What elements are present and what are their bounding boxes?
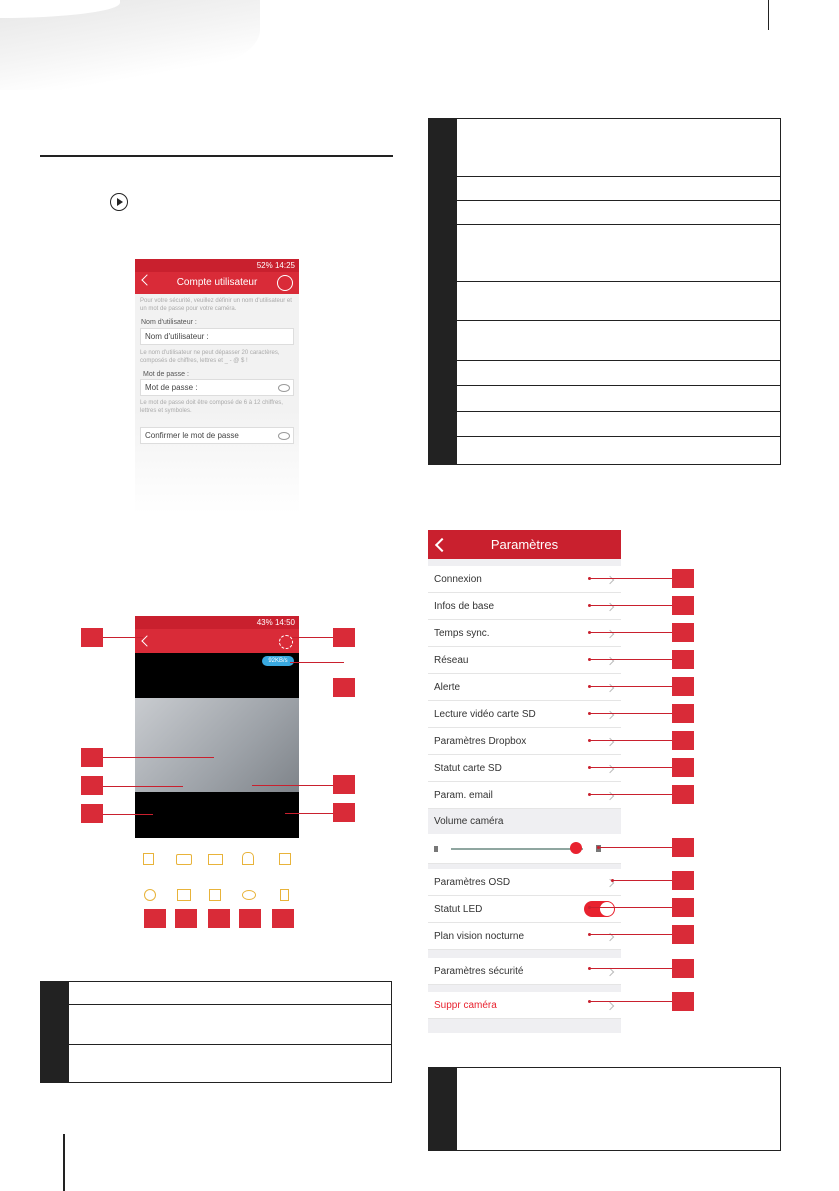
ir-icon[interactable] — [242, 890, 256, 900]
legend-table — [428, 1067, 781, 1151]
settings-title: Paramètres — [428, 530, 621, 559]
volume-low-icon — [434, 846, 438, 852]
quality-icon[interactable] — [279, 853, 291, 865]
eye-icon[interactable] — [278, 432, 290, 440]
margin-rule — [63, 1134, 65, 1191]
video-bottom — [135, 792, 299, 838]
callout-marker — [333, 775, 355, 794]
speaker-icon[interactable] — [143, 853, 154, 865]
callout-line — [589, 1001, 672, 1002]
callout-marker — [81, 748, 103, 767]
settings-item-dropbox[interactable]: Paramètres Dropbox — [428, 728, 621, 755]
username-hint: Le nom d'utilisateur ne peut dépasser 20 caractères, composés de chiffres, lettres et _ - @ $ ! — [140, 350, 280, 364]
volume-slider-knob[interactable] — [570, 842, 582, 854]
callout-marker — [208, 909, 230, 928]
legend-table — [40, 981, 392, 1083]
section-rule — [40, 155, 393, 157]
callout-marker — [672, 758, 694, 777]
callout-marker — [175, 909, 197, 928]
settings-item-sd-playback[interactable]: Lecture vidéo carte SD — [428, 701, 621, 728]
callout-marker — [672, 898, 694, 917]
callout-marker — [672, 785, 694, 804]
account-screen — [135, 259, 299, 514]
callout-marker — [672, 569, 694, 588]
password-field[interactable]: Mot de passe : — [140, 379, 294, 396]
callout-marker — [672, 992, 694, 1011]
username-field[interactable]: Nom d'utilisateur : — [140, 328, 294, 345]
callout-marker — [672, 838, 694, 857]
callout-marker — [81, 628, 103, 647]
preset-icon[interactable] — [280, 889, 289, 901]
bitrate-badge: 92KB/s — [262, 656, 294, 666]
live-app-bar — [135, 629, 299, 653]
video-frame — [135, 698, 299, 792]
settings-item-network[interactable]: Réseau — [428, 647, 621, 674]
volume-header: Volume caméra — [428, 810, 621, 834]
callout-line — [589, 632, 672, 633]
check-icon[interactable] — [277, 275, 293, 291]
crop-mark-right — [768, 0, 769, 30]
settings-item-connexion[interactable]: Connexion — [428, 566, 621, 593]
status-bar: 52% 14:25 — [135, 259, 299, 272]
callout-marker — [672, 871, 694, 890]
callout-line — [290, 662, 344, 663]
callout-line — [252, 785, 333, 786]
callout-line — [589, 794, 672, 795]
mirror-icon[interactable] — [209, 889, 221, 901]
volume-row — [428, 834, 621, 864]
callout-line — [589, 713, 672, 714]
callout-marker — [333, 678, 355, 697]
callout-line — [285, 813, 333, 814]
settings-item-security[interactable]: Paramètres sécurité — [428, 958, 621, 985]
callout-marker — [672, 959, 694, 978]
username-label: Nom d'utilisateur : — [141, 319, 197, 326]
callout-line — [103, 757, 214, 758]
settings-item-osd[interactable]: Paramètres OSD — [428, 869, 621, 896]
password-hint: Le mot de passe doit être composé de 6 à 12 chiffres, lettres et symboles. — [140, 400, 283, 414]
settings-item-time-sync[interactable]: Temps sync. — [428, 620, 621, 647]
callout-line — [589, 578, 672, 579]
record-icon[interactable] — [208, 854, 223, 865]
settings-item-night-vision[interactable]: Plan vision nocturne — [428, 923, 621, 950]
settings-item-infos[interactable]: Infos de base — [428, 593, 621, 620]
callout-line — [589, 767, 672, 768]
callout-marker — [239, 909, 261, 928]
callout-line — [589, 968, 672, 969]
settings-item-email[interactable]: Param. email — [428, 782, 621, 809]
callout-line — [589, 907, 672, 908]
callout-marker — [672, 731, 694, 750]
settings-item-delete[interactable]: Suppr caméra — [428, 992, 621, 1019]
camera-icon[interactable] — [176, 854, 192, 865]
callout-marker — [672, 623, 694, 642]
legend-table — [428, 118, 781, 465]
app-bar-title: Compte utilisateur — [135, 272, 299, 294]
callout-marker — [144, 909, 166, 928]
confirm-password-field[interactable]: Confirmer le mot de passe — [140, 427, 294, 444]
volume-slider[interactable] — [451, 848, 583, 850]
settings-icon[interactable] — [279, 635, 293, 649]
settings-item-sd-status[interactable]: Statut carte SD — [428, 755, 621, 782]
callout-marker — [672, 650, 694, 669]
eye-icon[interactable] — [278, 384, 290, 392]
callout-line — [103, 786, 183, 787]
callout-line — [292, 637, 333, 638]
callout-line — [589, 934, 672, 935]
callout-marker — [272, 909, 294, 928]
led-toggle[interactable] — [584, 901, 615, 917]
live-view-screen — [135, 616, 299, 916]
callout-line — [103, 814, 153, 815]
password-label: Mot de passe : — [143, 371, 189, 378]
intro-text: Pour votre sécurité, veuillez définir un nom d'utilisateur et un mot de passe pour votre caméra. — [140, 298, 292, 312]
callout-line — [103, 637, 143, 638]
flip-icon[interactable] — [177, 889, 191, 901]
light-icon[interactable] — [144, 889, 156, 901]
settings-item-led: Statut LED — [428, 896, 621, 923]
callout-marker — [672, 677, 694, 696]
status-bar: 43% 14:50 — [135, 616, 299, 629]
callout-line — [598, 847, 672, 848]
callout-marker — [672, 925, 694, 944]
callout-line — [589, 686, 672, 687]
callout-marker — [333, 803, 355, 822]
callout-line — [589, 740, 672, 741]
callout-line — [612, 880, 672, 881]
callout-marker — [672, 704, 694, 723]
callout-marker — [81, 804, 103, 823]
callout-line — [589, 659, 672, 660]
callout-marker — [333, 628, 355, 647]
callout-marker — [81, 776, 103, 795]
settings-item-alert[interactable]: Alerte — [428, 674, 621, 701]
play-icon — [110, 193, 128, 211]
callout-line — [589, 605, 672, 606]
microphone-icon[interactable] — [242, 852, 254, 865]
callout-marker — [672, 596, 694, 615]
